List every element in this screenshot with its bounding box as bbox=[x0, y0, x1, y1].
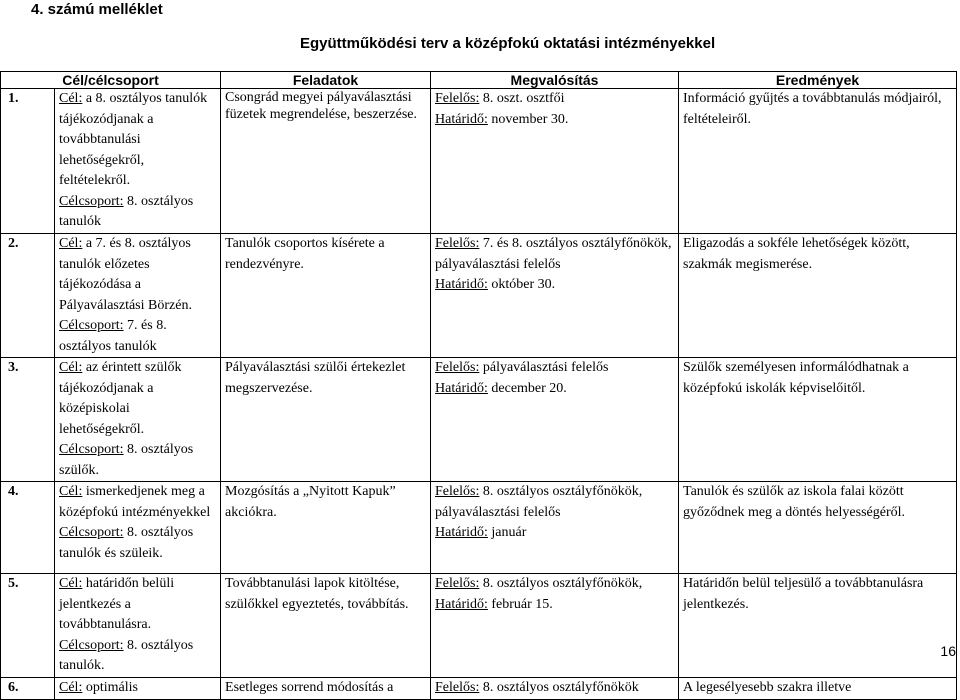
cooperation-plan-table bbox=[0, 71, 957, 700]
responsible-text: 8. oszt. osztfői bbox=[479, 91, 565, 106]
table-header-row bbox=[1, 72, 957, 89]
row-number: 5. bbox=[1, 574, 55, 678]
deadline-text: január bbox=[487, 525, 527, 540]
task-cell: Csongrád megyei pályaválasztási füzetek megrendelése, beszerzése. bbox=[221, 89, 431, 234]
implementation-cell bbox=[431, 234, 679, 358]
header-goal-target: Cél/célcsoport bbox=[1, 72, 221, 89]
goal-text: a 7. és 8. osztályos tanulók előzetes tájékozódása a Pályaválasztási Börzén. bbox=[59, 236, 192, 313]
target-label: Célcsoport: bbox=[59, 193, 124, 209]
row-number: 2. bbox=[1, 234, 55, 358]
row-number: 1. bbox=[1, 89, 55, 234]
deadline-label: Határidő: bbox=[435, 525, 488, 540]
deadline-text: november 30. bbox=[487, 111, 569, 127]
goal-text: ismerkedjenek meg a középfokú intézményekkel bbox=[59, 484, 211, 520]
table-row bbox=[1, 574, 957, 678]
target-text: 8. osztályos tanulók és szüleik. bbox=[59, 525, 194, 561]
goal-cell bbox=[55, 234, 221, 358]
result-cell: Eligazodás a sokféle lehetőségek között, szakmák megismerése. bbox=[679, 234, 957, 358]
goal-label: Cél: bbox=[59, 91, 83, 106]
deadline-label: Határidő: bbox=[435, 111, 488, 127]
table-row bbox=[1, 89, 957, 234]
goal-label: Cél: bbox=[59, 679, 83, 695]
goal-label: Cél: bbox=[59, 576, 83, 591]
implementation-cell bbox=[431, 677, 679, 699]
responsible-label: Felelős: bbox=[435, 360, 480, 375]
goal-cell bbox=[55, 89, 221, 234]
row-number: 6. bbox=[1, 677, 55, 699]
task-cell: Esetleges sorrend módosítás a bbox=[221, 677, 431, 699]
target-label: Célcsoport: bbox=[59, 525, 124, 540]
target-text: 8. osztályos szülők. bbox=[59, 442, 194, 478]
goal-cell bbox=[55, 677, 221, 699]
responsible-text: 8. osztályos osztályfőnökök, bbox=[479, 576, 643, 591]
deadline-text: december 20. bbox=[487, 380, 567, 396]
goal-label: Cél: bbox=[59, 484, 83, 499]
goal-label: Cél: bbox=[59, 236, 83, 251]
responsible-label: Felelős: bbox=[435, 236, 480, 251]
responsible-text: pályaválasztási felelős bbox=[479, 360, 609, 375]
target-text: 8. osztályos tanulók bbox=[59, 193, 194, 229]
row-number: 4. bbox=[1, 482, 55, 574]
result-cell: A legesélyesebb szakra illetve bbox=[679, 677, 957, 699]
goal-cell bbox=[55, 358, 221, 482]
responsible-label: Felelős: bbox=[435, 91, 480, 106]
plan-title: Együttműködési terv a középfokú oktatási intézményekkel bbox=[300, 35, 716, 52]
deadline-label: Határidő: bbox=[435, 596, 488, 612]
task-cell: Továbbtanulási lapok kitöltése, szülőkkel egyeztetés, továbbítás. bbox=[221, 574, 431, 678]
goal-text: határidőn belüli jelentkezés a továbbtanulásra. bbox=[59, 576, 175, 632]
deadline-text: október 30. bbox=[487, 277, 556, 292]
task-cell: Tanulók csoportos kísérete a rendezvényre. bbox=[221, 234, 431, 358]
deadline-label: Határidő: bbox=[435, 380, 488, 396]
implementation-cell bbox=[431, 89, 679, 234]
task-cell: Mozgósítás a „Nyitott Kapuk” akciókra. bbox=[221, 482, 431, 574]
table-row bbox=[1, 677, 957, 699]
responsible-label: Felelős: bbox=[435, 576, 480, 591]
goal-label: Cél: bbox=[59, 360, 83, 375]
result-cell: Tanulók és szülők az iskola falai között győződnek meg a döntés helyességéről. bbox=[679, 482, 957, 574]
page-number: 16 bbox=[940, 643, 956, 659]
responsible-label: Felelős: bbox=[435, 679, 480, 695]
header-implementation: Megvalósítás bbox=[431, 72, 679, 89]
implementation-cell bbox=[431, 574, 679, 678]
implementation-cell bbox=[431, 358, 679, 482]
header-tasks: Feladatok bbox=[221, 72, 431, 89]
deadline-label: Határidő: bbox=[435, 277, 488, 292]
row-number: 3. bbox=[1, 358, 55, 482]
responsible-text: 8. osztályos osztályfőnökök, pályaválasztási felelős bbox=[435, 484, 643, 520]
table-row bbox=[1, 482, 957, 574]
responsible-text: 8. osztályos osztályfőnökök bbox=[479, 679, 639, 695]
target-text: 8. osztályos tanulók. bbox=[59, 637, 194, 673]
target-label: Célcsoport: bbox=[59, 637, 124, 653]
target-text: 7. és 8. osztályos tanulók bbox=[59, 318, 167, 354]
header-results: Eredmények bbox=[679, 72, 957, 89]
target-label: Célcsoport: bbox=[59, 442, 124, 457]
implementation-cell bbox=[431, 482, 679, 574]
result-cell: Információ gyűjtés a továbbtanulás módjairól, feltételeiről. bbox=[679, 89, 957, 234]
responsible-label: Felelős: bbox=[435, 484, 480, 499]
goal-text: az érintett szülők tájékozódjanak a középiskolai lehetőségekről. bbox=[59, 360, 182, 437]
goal-cell bbox=[55, 574, 221, 678]
goal-text: a 8. osztályos tanulók tájékozódjanak a továbbtanulási lehetőségekről, feltételekről. bbox=[59, 91, 208, 188]
goal-text: optimális bbox=[82, 679, 138, 695]
target-label: Célcsoport: bbox=[59, 318, 124, 333]
goal-cell bbox=[55, 482, 221, 574]
table-row bbox=[1, 358, 957, 482]
table-row bbox=[1, 234, 957, 358]
result-cell: Határidőn belül teljesülő a továbbtanulásra jelentkezés. bbox=[679, 574, 957, 678]
result-cell: Szülők személyesen informálódhatnak a középfokú iskolák képviselőitől. bbox=[679, 358, 957, 482]
responsible-text: 7. és 8. osztályos osztályfőnökök, pályaválasztási felelős bbox=[435, 236, 672, 272]
task-cell: Pályaválasztási szülői értekezlet megszervezése. bbox=[221, 358, 431, 482]
annex-title: 4. számú melléklet bbox=[31, 1, 163, 18]
deadline-text: február 15. bbox=[487, 596, 553, 612]
